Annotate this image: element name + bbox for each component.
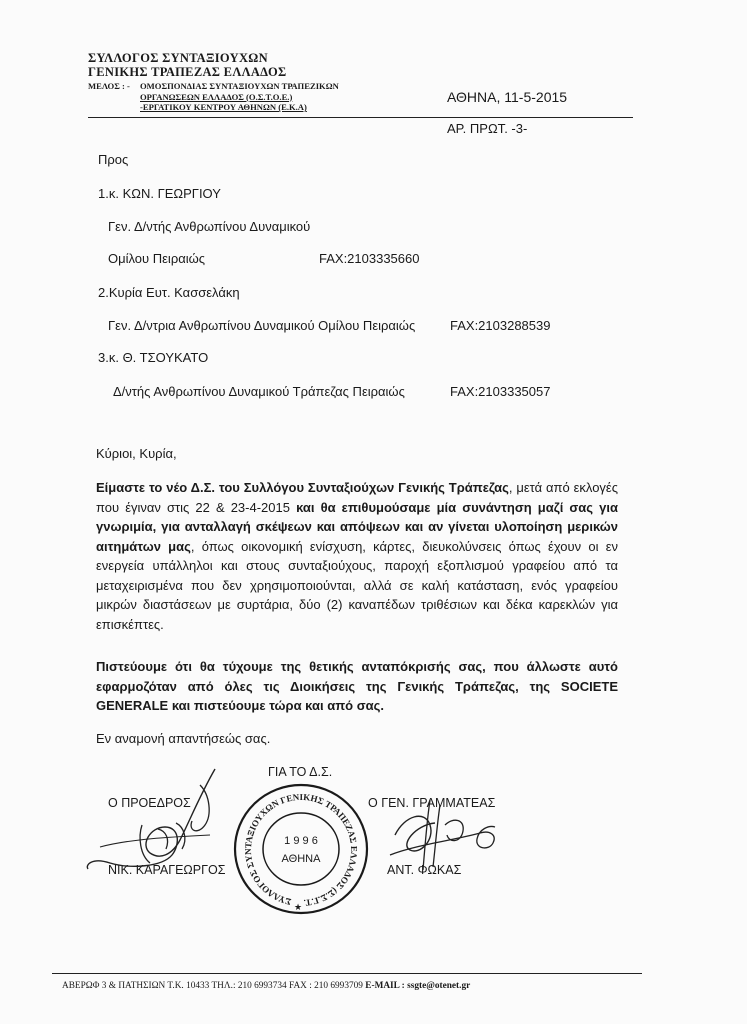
recipient-2-title: Γεν. Δ/ντρια Ανθρωπίνου Δυναμικού Ομίλου Πειραιώς (108, 318, 416, 333)
org-name-line2: ΓΕΝΙΚΗΣ ΤΡΑΠΕΖΑΣ ΕΛΛΑΔΟΣ (88, 65, 287, 79)
recipient-1-title: Γεν. Δ/ντής Ανθρωπίνου Δυναμικού (108, 219, 311, 234)
paragraph-1-bold-a: Είμαστε το νέο Δ.Σ. του Συλλόγου Συνταξιούχων Γενικής Τράπεζας (96, 480, 509, 495)
for-board-label: ΓΙΑ ΤΟ Δ.Σ. (268, 765, 333, 779)
paragraph-1-text-b: , όπως οικονομική ενίσχυση, κάρτες, διευκολύνσεις όπως έχουν οι εν ενεργεία υπάλληλοι και στους συνταξιούχους, παροχή εξοπλισμού γραφείου από τα μεταχειρισμένα που δεν χρησιμοποιούνται, αλλά σε καλή κατάσταση, ενός γραφείου μικρών διαστάσεων με συρτάρια, δύο (2) καναπέδων τριθέσιων και δέκα καρεκλών για επισκέπτες. (96, 538, 618, 632)
stamp-city: ΑΘΗΝΑ (281, 853, 321, 865)
recipient-3-name: 3.κ. Θ. ΤΣΟΥΚΑΤΟ (98, 350, 209, 365)
stamp-ring-text: ΣΥΛΛΟΓΟΣ ΣΥΝΤΑΞΙΟΥΧΩΝ ΓΕΝΙΚΗΣ ΤΡΑΠΕΖΑΣ ΕΛΛΑΔΟΣ (Σ.Σ.Γ.Τ.Ε.) (228, 774, 360, 908)
recipient-1-org: Ομίλου Πειραιώς (108, 251, 206, 266)
paragraph-2: Πιστεύουμε ότι θα τύχουμε της θετικής ανταπόκρισής σας, που άλλωστε αυτό εφαρμοζόταν από όλες τις Διοικήσεις της Γενικής Τράπεζας, της SOCIETE GENERALE και πιστεύουμε τώρα και από σας. (96, 659, 618, 713)
president-signature (80, 765, 240, 880)
to-label: Προς (98, 152, 129, 167)
president-name: ΝΙΚ. ΚΑΡΑΓΕΩΡΓΟΣ (108, 863, 226, 877)
member-1-line1: ΟΜΟΣΠΟΝΔΙΑΣ ΣΥΝΤΑΞΙΟΥΧΩΝ ΤΡΑΠΕΖΙΚΩΝ (140, 81, 339, 91)
footer-divider (52, 973, 642, 974)
secretary-title: Ο ΓΕΝ. ΓΡΑΜΜΑΤΕΑΣ (368, 796, 496, 810)
membership-block (88, 81, 339, 113)
paragraph-1-bold-b: και θα επιθυμούσαμε μία συνάντηση μαζί σας για γνωριμία, για ανταλλαγή σκέψεων και απόψεων και αν γίνεται υλοποίηση μερικών αιτημάτων μας (96, 499, 618, 554)
paragraph-1 (96, 478, 618, 634)
recipient-1-fax: FAX:2103335660 (319, 251, 420, 266)
members-label: ΜΕΛΟΣ : - (88, 81, 130, 91)
header-divider (88, 117, 633, 118)
letter-date: ΑΘΗΝΑ, 11-5-2015 (447, 89, 568, 105)
recipient-3-fax: FAX:2103335057 (450, 384, 551, 399)
recipient-1-name: 1.κ. ΚΩΝ. ΓΕΩΡΓΙΟΥ (98, 186, 221, 201)
recipient-2-name: 2.Κυρία Ευτ. Κασσελάκη (98, 285, 240, 300)
footer-address: ΑΒΕΡΩΦ 3 & ΠΑΤΗΣΙΩΝ Τ.Κ. 10433 ΤΗΛ.: 210 6993734 FAX : 210 6993709 (62, 981, 366, 991)
secretary-signature (385, 795, 500, 880)
member-1-line2: ΟΡΓΑΝΩΣΕΩΝ ΕΛΛΑΔΟΣ (Ο.Σ.Τ.Ο.Ε.) (140, 91, 293, 102)
secretary-name: ΑΝΤ. ΦΩΚΑΣ (387, 863, 462, 877)
closing-line: Εν αναμονή απαντήσεώς σας. (96, 731, 271, 746)
stamp-year: 1 9 9 6 (284, 835, 318, 847)
recipient-3-title: Δ/ντής Ανθρωπίνου Δυναμικού Τράπεζας Πειραιώς (113, 384, 405, 399)
org-name-line1: ΣΥΛΛΟΓΟΣ ΣΥΝΤΑΞΙΟΥΧΩΝ (88, 51, 268, 65)
footer-email: ssgte@otenet.gr (407, 981, 471, 991)
salutation: Κύριοι, Κυρία, (96, 446, 177, 461)
footer-email-label: E-MAIL : (365, 981, 408, 991)
association-stamp (228, 774, 370, 916)
footer-contact (62, 981, 470, 991)
stamp-star-icon: ★ (294, 903, 303, 913)
member-2: -ΕΡΓΑΤΙΚΟΥ ΚΕΝΤΡΟΥ ΑΘΗΝΩΝ (Ε.Κ.Α) (140, 102, 307, 113)
protocol-number: ΑΡ. ΠΡΩΤ. -3- (447, 121, 528, 136)
recipient-2-fax: FAX:2103288539 (450, 318, 551, 333)
president-title: Ο ΠΡΟΕΔΡΟΣ (108, 796, 191, 810)
paragraph-1-text-a: , μετά από εκλογές που έγιναν στις 22 & 23-4-2015 (96, 480, 618, 515)
